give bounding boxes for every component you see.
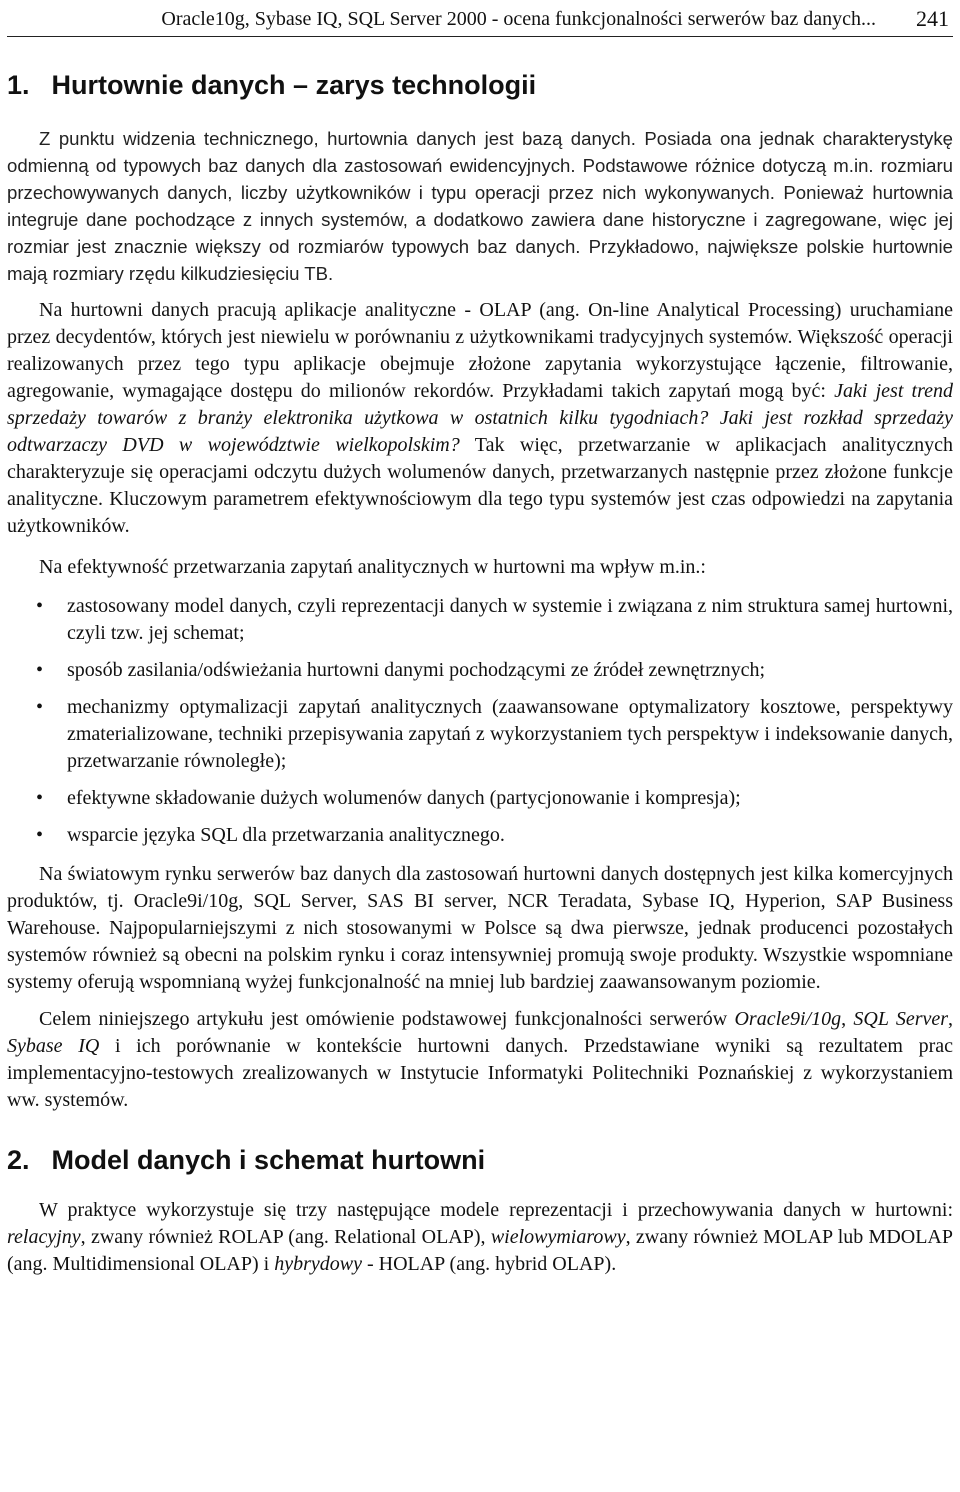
bullet-icon: • — [36, 595, 44, 617]
s2-text-b: , zwany również ROLAP (ang. Relational OLAP), — [80, 1226, 491, 1248]
list-item — [7, 822, 953, 849]
section-1-number: 1. — [7, 70, 30, 100]
list-item — [7, 694, 953, 775]
model-relational: relacyjny — [7, 1226, 81, 1248]
s2-text-d: - HOLAP (ang. hybrid OLAP). — [361, 1253, 617, 1275]
section-1-paragraph-3: Na efektywność przetwarzania zapytań analitycznych w hurtowni ma wpływ m.in.: — [39, 556, 706, 578]
section-1-paragraph-5 — [7, 1006, 953, 1114]
list-item-text: efektywne składowanie dużych wolumenów danych (partycjonowanie i kompresja); — [67, 787, 741, 809]
paragraph-1-text: Z punktu widzenia technicznego, hurtownia danych jest bazą danych. Posiada ona jednak charakterystykę odmienną od typowych baz danych dla zastosowań ewidencyjnych. Podstawowe różnice dotyczą m.in. rozmiaru przechowywanych danych, liczby użytkowników i typu operacji przez nich wykonywanych. — [7, 128, 953, 203]
section-2-paragraph-1 — [7, 1197, 953, 1278]
running-title: Oracle10g, Sybase IQ, SQL Server 2000 - ocena funkcjonalności serwerów baz danych... — [161, 8, 876, 30]
oracle-name: Oracle9i/10g — [734, 1008, 842, 1030]
paragraph-2a-text: Na hurtowni danych pracują aplikacje analityczne - OLAP (ang. On-line Analytical Processing) uruchamiane przez decydentów, których jest niewielu w porównaniu z użytkownikami tradycyjnych systemów. Większość operacji realizowanych przez tego typu aplikacje obejmuje złożone zapytania wykorzystujące łączenie, filtrowanie, agregowanie, wymagające dostępu do milionów rekordów. Przykładami takich zapytań mogą być: — [7, 299, 953, 402]
section-1-paragraph-1 — [7, 125, 953, 287]
paragraph-2-example-queries: Jaki jest trend sprzedaży towarów z branży elektronika użytkowa w ostatnich kilku tygodniach? Jaki jest rozkład sprzedaży odtwarzaczy DVD w województwie wielkopolskim? — [7, 380, 954, 456]
sql-server-name: SQL Server — [853, 1008, 949, 1030]
section-1-paragraph-2 — [7, 297, 953, 540]
sybase-name: Sybase IQ — [7, 1035, 100, 1057]
separator: , — [948, 1008, 954, 1030]
paragraph-1b-text: Ponieważ hurtownia integruje dane pochodzące z innych systemów, a dodatkowo zawiera dane historyczne i zagregowane, więc jej rozmiar jest znacznie większy od rozmiarów typowych baz danych. Przykładowo, największe polskie hurtownie mają rozmiary rzędu kilkudziesięciu TB. — [7, 182, 953, 284]
efficiency-factors-list — [7, 593, 953, 849]
model-multidimensional: wielowymiarowy — [490, 1226, 626, 1248]
section-1-paragraph-4: Na światowym rynku serwerów baz danych dla zastosowań hurtowni danych dostępnych jest kilka komercyjnych produktów, tj. Oracle9i/10g, SQL Server, SAS BI server, NCR Teradata, Sybase IQ, Hyperion, SAP Business Warehouse. Najpopularniejszymi z nich stosowanymi w Polsce są dwa pierwsze, jednak producenci pozostałych systemów również są obecni na polskim rynku i coraz intensywniej promują swoje produkty. Wszystkie wspomniane systemy oferują wspomnianą wyżej funkcjonalność na mniej lub bardziej zaawansowanym poziomie. — [7, 863, 953, 993]
list-item-text: sposób zasilania/odświeżania hurtowni danymi pochodzącymi ze źródeł zewnętrznych; — [67, 659, 766, 681]
list-item-text: mechanizmy optymalizacji zapytań analitycznych (zaawansowane optymalizatory kosztowe, perspektywy zmaterializowane, techniki przepisywania zapytań z wykorzystaniem tych perspektyw i indeksowanie danych, przetwarzanie równoległe); — [67, 696, 953, 772]
list-item — [7, 785, 953, 812]
separator: , — [841, 1008, 854, 1030]
section-2-number: 2. — [7, 1145, 30, 1175]
list-item-text: zastosowany model danych, czyli reprezentacji danych w systemie i związana z nim struktura samej hurtowni, czyli tzw. jej schemat; — [67, 595, 953, 644]
document-page — [0, 2, 960, 1492]
bullet-icon: • — [36, 696, 44, 718]
paragraph-5b-text: i ich porównanie w kontekście hurtowni danych. Przedstawiane wyniki są rezultatem prac implementacyjno-testowych zrealizowanych w Instytucie Informatyki Politechniki Poznańskiej z wykorzystaniem ww. systemów. — [7, 1035, 953, 1111]
s2-text-a: W praktyce wykorzystuje się trzy następujące modele reprezentacji i przechowywania danych w hurtowni: — [39, 1199, 953, 1221]
paragraph-2b-text: Tak więc, przetwarzanie w aplikacjach analitycznych charakteryzuje się operacjami odczytu dużych wolumenów danych, przetwarzanych następnie przez złożone funkcje analityczne. Kluczowym parametrem efektywnościowym dla tego typu systemów jest czas odpowiedzi na zapytania użytkowników. — [7, 434, 954, 537]
bullet-icon: • — [36, 787, 44, 809]
running-header — [7, 2, 953, 37]
section-2-title: Model danych i schemat hurtowni — [51, 1145, 486, 1175]
page-number: 241 — [916, 6, 949, 31]
section-1-title: Hurtownie danych – zarys technologii — [51, 70, 537, 100]
paragraph-5a-text: Celem niniejszego artykułu jest omówienie podstawowej funkcjonalności serwerów — [39, 1008, 735, 1030]
section-1-heading — [7, 69, 953, 101]
list-item — [7, 593, 953, 647]
list-item-text: wsparcie języka SQL dla przetwarzania analitycznego. — [67, 824, 505, 846]
list-item — [7, 657, 953, 684]
bullet-icon: • — [36, 824, 44, 846]
s2-text-c: , zwany również MOLAP lub MDOLAP (ang. Multidimensional OLAP) i — [7, 1226, 953, 1275]
bullet-icon: • — [36, 659, 44, 681]
model-hybrid: hybrydowy — [274, 1253, 362, 1275]
section-2-heading — [7, 1144, 953, 1176]
